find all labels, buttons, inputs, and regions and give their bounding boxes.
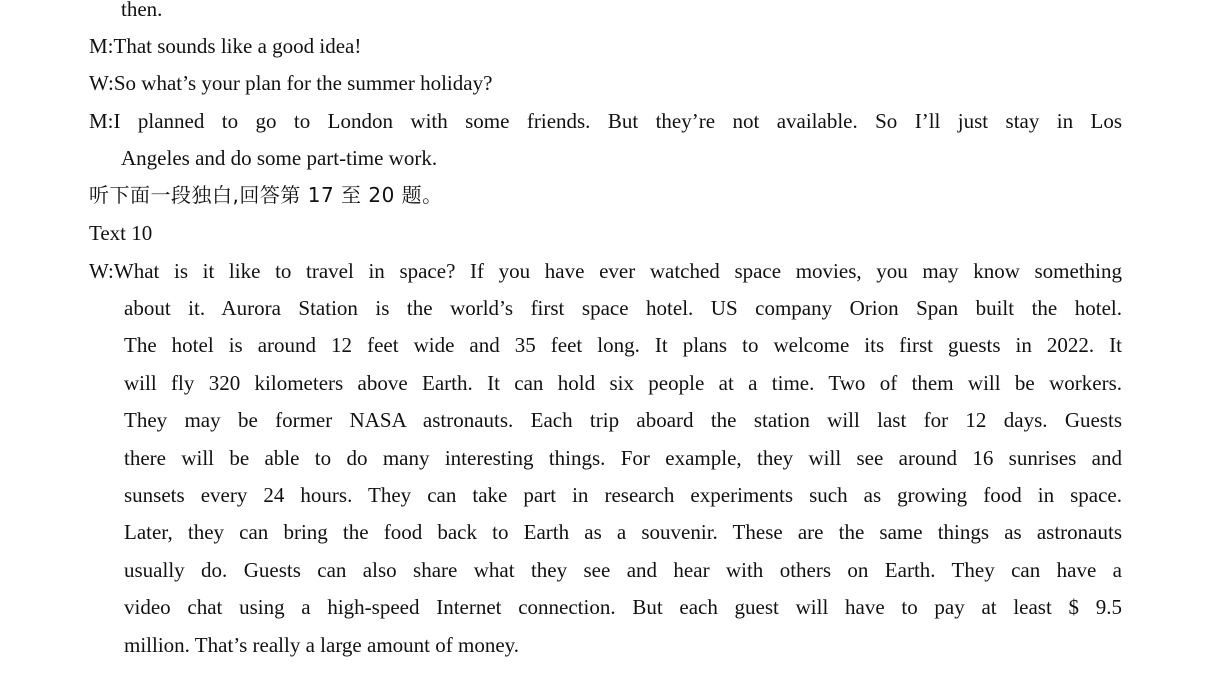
monologue-line-7: sunsets every 24 hours. They can take part in research experiments such as growing food in space. — [124, 483, 1122, 507]
dialogue-line-man-los-angeles: Angeles and do some part-time work. — [121, 146, 438, 170]
dialogue-line-woman-summer-plan: W:So what’s your plan for the summer holiday? — [89, 71, 493, 95]
monologue-line-9: usually do. Guests can also share what they see and hear with others on Earth. They can have a — [124, 558, 1122, 582]
dialogue-line-man-london: M:I planned to go to London with some friends. But they’re not available. So I’ll just stay in Los — [89, 109, 1122, 133]
section-instruction: 听下面一段独白,回答第 17 至 20 题。 — [89, 183, 443, 207]
monologue-line-10: video chat using a high-speed Internet connection. But each guest will have to pay at least $ 9.5 — [124, 595, 1122, 619]
text-line-then: then. — [121, 0, 163, 21]
monologue-line-1: W:What is it like to travel in space? If you have ever watched space movies, you may know something — [89, 259, 1122, 283]
monologue-line-4: will fly 320 kilometers above Earth. It can hold six people at a time. Two of them will be workers. — [124, 371, 1122, 395]
monologue-line-2: about it. Aurora Station is the world’s first space hotel. US company Orion Span built the hotel. — [124, 296, 1122, 320]
section-heading-text-10: Text 10 — [89, 221, 153, 245]
monologue-line-3: The hotel is around 12 feet wide and 35 feet long. It plans to welcome its first guests in 2022. It — [124, 333, 1122, 357]
monologue-line-5: They may be former NASA astronauts. Each trip aboard the station will last for 12 days. Guests — [124, 408, 1122, 432]
monologue-line-11: million. That’s really a large amount of money. — [124, 633, 520, 657]
monologue-line-8: Later, they can bring the food back to Earth as a souvenir. These are the same things as astronauts — [124, 520, 1122, 544]
dialogue-line-man-good-idea: M:That sounds like a good idea! — [89, 34, 362, 58]
monologue-line-6: there will be able to do many interesting things. For example, they will see around 16 sunrises and — [124, 446, 1122, 470]
